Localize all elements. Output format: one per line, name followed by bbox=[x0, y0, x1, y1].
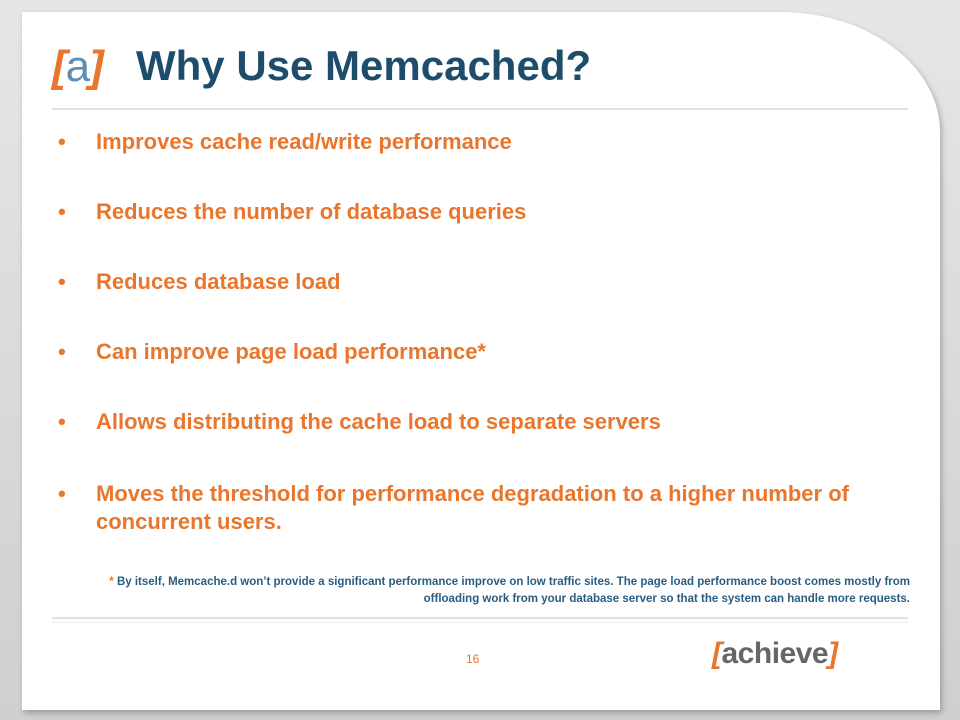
footnote-text: By itself, Memcache.d won’t provide a significant performance improve on low traffic sites. The page load performance boost comes mostly from offloading work from your database server so that the system can handle more requests. bbox=[116, 576, 910, 605]
bullet-item bbox=[58, 128, 512, 156]
logo-letter: a bbox=[65, 42, 90, 91]
bullet-item bbox=[58, 198, 526, 226]
logo-close-bracket: ] bbox=[89, 42, 103, 91]
bullet-text: Reduces the number of database queries bbox=[96, 199, 527, 224]
bullet-dot: • bbox=[58, 409, 66, 434]
bullet-text: Can improve page load performance* bbox=[96, 339, 486, 364]
footer-divider bbox=[52, 617, 908, 619]
bullet-dot: • bbox=[58, 269, 66, 294]
footer-divider-secondary bbox=[52, 622, 908, 623]
bullet-dot: • bbox=[58, 339, 66, 364]
footnote bbox=[60, 574, 910, 608]
corner-logo bbox=[52, 42, 103, 92]
title-divider bbox=[52, 108, 908, 110]
brand-word: achieve bbox=[721, 637, 829, 670]
bullet-item bbox=[58, 408, 661, 436]
bullet-dot: • bbox=[58, 199, 66, 224]
logo-open-bracket: [ bbox=[52, 42, 66, 91]
bullet-dot: • bbox=[58, 129, 66, 154]
brand-close-bracket: ] bbox=[828, 637, 838, 670]
brand-logo bbox=[712, 636, 838, 672]
bullet-text: Allows distributing the cache load to separate servers bbox=[96, 409, 661, 434]
footnote-marker: * bbox=[109, 576, 114, 588]
bullet-text: Reduces database load bbox=[96, 269, 341, 294]
bullet-text: Improves cache read/write performance bbox=[96, 129, 512, 154]
bullet-item bbox=[58, 480, 908, 536]
bullet-dot: • bbox=[58, 481, 66, 506]
brand-open-bracket: [ bbox=[712, 637, 722, 670]
bullet-item bbox=[58, 268, 341, 296]
page-title: Why Use Memcached? bbox=[136, 42, 592, 89]
bullet-text: Moves the threshold for performance degradation to a higher number of concurrent users. bbox=[96, 481, 849, 534]
page-number: 16 bbox=[466, 652, 480, 666]
bullet-item bbox=[58, 338, 486, 366]
